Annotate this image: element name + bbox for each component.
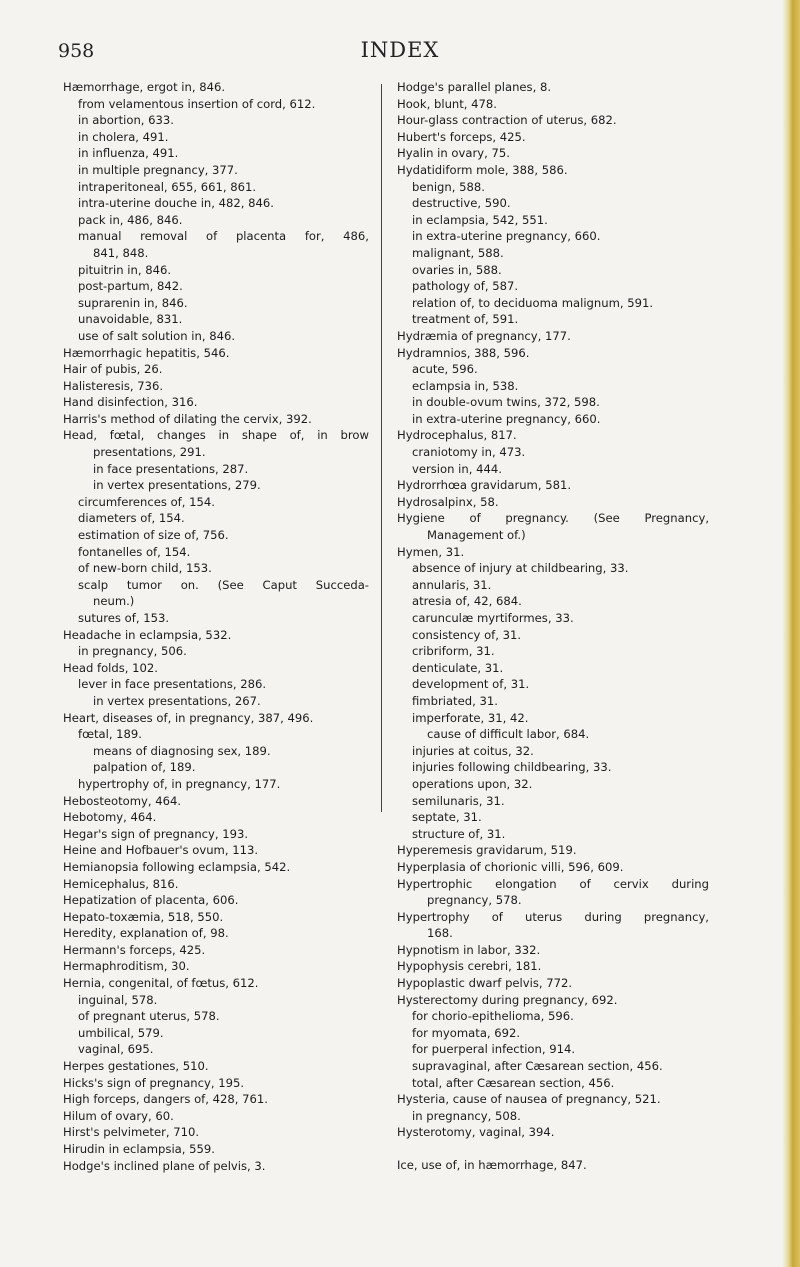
index-entry: craniotomy in, 473. <box>412 445 526 460</box>
index-entry: Hypnotism in labor, 332. <box>397 942 541 957</box>
index-entry: supravaginal, after Cæsarean section, 456. <box>412 1059 663 1074</box>
index-entry: Hygiene of pregnancy. (See Pregnancy, <box>397 511 709 526</box>
index-entry: in double-ovum twins, 372, 598. <box>412 395 600 410</box>
index-entry: Hypertrophic elongation of cervix during <box>397 876 709 891</box>
index-entry: in vertex presentations, 279. <box>93 478 261 493</box>
index-entry: fontanelles of, 154. <box>78 544 191 559</box>
index-entry: Hypophysis cerebri, 181. <box>397 959 542 974</box>
index-entry: in eclampsia, 542, 551. <box>412 212 548 227</box>
index-entry: pregnancy, 578. <box>427 893 522 908</box>
index-entry: total, after Cæsarean section, 456. <box>412 1075 615 1090</box>
index-entry: scalp tumor on. (See Caput Succeda- <box>78 577 369 592</box>
index-entry: atresia of, 42, 684. <box>412 594 522 609</box>
index-entry: Hyperplasia of chorionic villi, 596, 609. <box>397 859 624 874</box>
index-entry: Herpes gestationes, 510. <box>63 1059 209 1074</box>
index-entry: suprarenin in, 846. <box>78 295 188 310</box>
index-entry: Hebotomy, 464. <box>63 810 157 825</box>
index-entry: Hysterotomy, vaginal, 394. <box>397 1125 555 1140</box>
index-entry: cause of difficult labor, 684. <box>427 727 590 742</box>
index-entry: Hair of pubis, 26. <box>63 362 163 377</box>
index-entry: in pregnancy, 508. <box>412 1108 521 1123</box>
index-entry: Hydræmia of pregnancy, 177. <box>397 328 571 343</box>
index-entry: imperforate, 31, 42. <box>412 710 529 725</box>
index-entry: circumferences of, 154. <box>78 494 215 509</box>
index-entry: Hymen, 31. <box>397 544 465 559</box>
index-entry: carunculæ myrtiformes, 33. <box>412 611 574 625</box>
index-entry: Hydatidiform mole, 388, 586. <box>397 162 568 177</box>
index-entry: for myomata, 692. <box>412 1025 521 1040</box>
index-entry: Hubert's forceps, 425. <box>397 129 526 144</box>
index-entry: 168. <box>427 926 453 941</box>
index-entry: Head, fœtal, changes in shape of, in brow <box>63 428 369 443</box>
index-column-left <box>63 79 369 1174</box>
index-entry: Hydrosalpinx, 58. <box>397 494 499 509</box>
index-entry: sutures of, 153. <box>78 611 170 625</box>
index-entry: intra-uterine douche in, 482, 846. <box>78 196 274 211</box>
index-entry: from velamentous insertion of cord, 612. <box>78 96 316 111</box>
index-entry: estimation of size of, 756. <box>78 528 229 543</box>
index-entry: in face presentations, 287. <box>93 461 249 476</box>
index-entry: Hyperemesis gravidarum, 519. <box>397 843 577 858</box>
index-entry: fimbriated, 31. <box>412 693 498 708</box>
index-entry: semilunaris, 31. <box>412 793 505 808</box>
index-entry: palpation of, 189. <box>93 760 196 775</box>
index-entry: Hebosteotomy, 464. <box>63 793 182 808</box>
index-entry: development of, 31. <box>412 677 530 692</box>
index-entry: Hermann's forceps, 425. <box>63 942 206 957</box>
index-entry: Management of.) <box>427 528 526 543</box>
index-entry: acute, 596. <box>412 362 478 377</box>
index-entry: umbilical, 579. <box>78 1025 164 1040</box>
index-entry: Hicks's sign of pregnancy, 195. <box>63 1075 245 1090</box>
index-entry: 841, 848. <box>93 245 149 260</box>
index-entry: malignant, 588. <box>412 245 504 260</box>
book-spine-edge <box>782 0 800 1267</box>
index-entry: absence of injury at childbearing, 33. <box>412 561 629 576</box>
index-entry: use of salt solution in, 846. <box>78 328 236 343</box>
index-entry: pituitrin in, 846. <box>78 262 172 277</box>
index-entry: Hepatization of placenta, 606. <box>63 893 239 908</box>
index-entry: Hydrorrhœa gravidarum, 581. <box>397 478 572 493</box>
index-entry: annularis, 31. <box>412 577 492 592</box>
index-entry: Heredity, explanation of, 98. <box>63 926 229 941</box>
index-entry: Hermaphroditism, 30. <box>63 959 190 974</box>
index-entry: presentations, 291. <box>93 445 206 460</box>
index-entry: injuries following childbearing, 33. <box>412 760 612 775</box>
index-entry: ovaries in, 588. <box>412 262 502 277</box>
index-entry: Hemianopsia following eclampsia, 542. <box>63 859 291 874</box>
index-entry: Hour-glass contraction of uterus, 682. <box>397 113 617 128</box>
column-divider <box>381 84 382 812</box>
index-entry: Halisteresis, 736. <box>63 378 164 393</box>
index-entry: in cholera, 491. <box>78 129 169 144</box>
index-entry: consistency of, 31. <box>412 627 522 642</box>
index-entry: Hernia, congenital, of fœtus, 612. <box>63 976 259 991</box>
index-entry: Hæmorrhage, ergot in, 846. <box>63 80 226 94</box>
index-entry: vaginal, 695. <box>78 1042 154 1057</box>
index-entry: benign, 588. <box>412 179 485 194</box>
index-entry: in extra-uterine pregnancy, 660. <box>412 411 601 426</box>
index-column-right <box>397 79 709 1174</box>
index-entry: Heine and Hofbauer's ovum, 113. <box>63 843 259 858</box>
index-entry: Hyalin in ovary, 75. <box>397 146 510 161</box>
index-entry: Hypertrophy of uterus during pregnancy, <box>397 909 709 924</box>
index-entry: eclampsia in, 538. <box>412 378 519 393</box>
index-entry: Hodge's parallel planes, 8. <box>397 80 552 94</box>
index-entry: post-partum, 842. <box>78 279 183 294</box>
index-entry: Harris's method of dilating the cervix, 392. <box>63 411 312 426</box>
index-entry: Hand disinfection, 316. <box>63 395 198 410</box>
index-entry: relation of, to deciduoma malignum, 591. <box>412 295 654 310</box>
index-entry: cribriform, 31. <box>412 644 495 659</box>
index-entry: Hook, blunt, 478. <box>397 96 497 111</box>
index-entry: High forceps, dangers of, 428, 761. <box>63 1092 268 1107</box>
index-entry: Headache in eclampsia, 532. <box>63 627 232 642</box>
index-entry: diameters of, 154. <box>78 511 185 526</box>
index-entry: for chorio-epithelioma, 596. <box>412 1009 574 1024</box>
index-entry: Hypoplastic dwarf pelvis, 772. <box>397 976 573 991</box>
index-entry: of pregnant uterus, 578. <box>78 1009 220 1024</box>
index-entry: denticulate, 31. <box>412 660 504 675</box>
index-entry: in influenza, 491. <box>78 146 179 161</box>
index-entry: in abortion, 633. <box>78 113 174 128</box>
index-entry: structure of, 31. <box>412 826 506 841</box>
index-entry: Hilum of ovary, 60. <box>63 1108 174 1123</box>
index-entry: Head folds, 102. <box>63 660 158 675</box>
index-entry: neum.) <box>93 594 135 609</box>
index-entry: unavoidable, 831. <box>78 312 183 327</box>
index-entry: Hodge's inclined plane of pelvis, 3. <box>63 1158 266 1173</box>
index-entry: in pregnancy, 506. <box>78 644 187 659</box>
index-entry: Hydrocephalus, 817. <box>397 428 517 443</box>
index-entry: version in, 444. <box>412 461 502 476</box>
index-entry: Heart, diseases of, in pregnancy, 387, 496. <box>63 710 314 725</box>
index-entry: operations upon, 32. <box>412 776 533 791</box>
index-entry: pathology of, 587. <box>412 279 519 294</box>
index-entry: Hegar's sign of pregnancy, 193. <box>63 826 249 841</box>
index-entry: injuries at coitus, 32. <box>412 743 534 758</box>
index-entry: of new-born child, 153. <box>78 561 212 576</box>
index-entry: Hydramnios, 388, 596. <box>397 345 530 360</box>
page-number: 958 <box>58 40 95 62</box>
index-entry: lever in face presentations, 286. <box>78 677 267 692</box>
index-entry: manual removal of placenta for, 486, <box>78 229 369 244</box>
index-entry: fœtal, 189. <box>78 727 142 742</box>
index-entry: pack in, 486, 846. <box>78 212 183 227</box>
index-entry: septate, 31. <box>412 810 482 825</box>
index-entry: in vertex presentations, 267. <box>93 693 261 708</box>
index-entry: in multiple pregnancy, 377. <box>78 162 238 177</box>
index-entry: means of diagnosing sex, 189. <box>93 743 271 758</box>
index-entry: Hepato-toxæmia, 518, 550. <box>63 909 224 924</box>
index-entry: hypertrophy of, in pregnancy, 177. <box>78 776 281 791</box>
index-entry: for puerperal infection, 914. <box>412 1042 576 1057</box>
index-entry: Hirudin in eclampsia, 559. <box>63 1142 215 1156</box>
index-entry: destructive, 590. <box>412 196 511 211</box>
index-entry: Hysteria, cause of nausea of pregnancy, 521. <box>397 1092 661 1107</box>
index-entry: Hysterectomy during pregnancy, 692. <box>397 992 618 1007</box>
index-entry: in extra-uterine pregnancy, 660. <box>412 229 601 244</box>
index-entry: intraperitoneal, 655, 661, 861. <box>78 179 257 194</box>
page-title: INDEX <box>360 38 440 62</box>
index-entry: Hirst's pelvimeter, 710. <box>63 1125 200 1140</box>
index-entry: treatment of, 591. <box>412 312 519 327</box>
index-entry: Hemicephalus, 816. <box>63 876 179 891</box>
index-entry: Hæmorrhagic hepatitis, 546. <box>63 345 230 360</box>
index-entry: inguinal, 578. <box>78 992 158 1007</box>
index-entry: Ice, use of, in hæmorrhage, 847. <box>397 1158 587 1172</box>
